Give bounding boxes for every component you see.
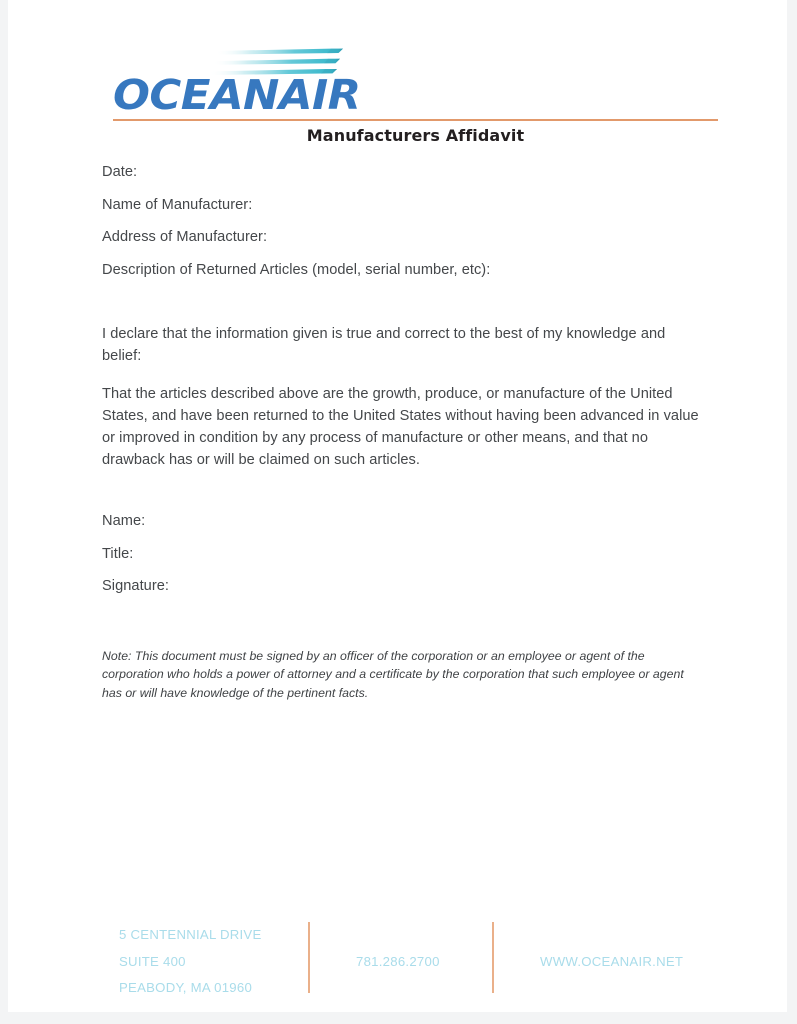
- field-label-description-of-returned-articles: Description of Returned Articles (model, serial number, etc):: [102, 261, 491, 278]
- field-label-address-of-manufacturer: Address of Manufacturer:: [102, 229, 268, 245]
- footer-address-line-2: SUITE 400: [119, 953, 186, 969]
- spacer-after-fields: [102, 292, 714, 323]
- page-title: Manufacturers Affidavit: [306, 126, 525, 145]
- field-label-name-of-manufacturer: Name of Manufacturer:: [102, 196, 253, 213]
- footer-address: [119, 922, 262, 1002]
- field-label-date: Date:: [102, 164, 138, 180]
- spacer-before-signature: [102, 487, 714, 511]
- field-label-title: Title:: [102, 545, 134, 562]
- footer: [113, 916, 718, 1002]
- field-label-name: Name:: [102, 513, 146, 529]
- footer-divider-1: [308, 922, 310, 993]
- footer-phone[interactable]: 781.286.2700: [356, 954, 440, 969]
- declaration-body-paragraph: That the articles described above are the growth, produce, or manufacture of the United States, and have been returned to the United States without having been advanced in value or improved in condition by any process of manufacture or other means, and that no drawback has or will be claimed on such articles.: [102, 386, 699, 468]
- footer-address-line-3: PEABODY, MA 01960: [119, 980, 253, 995]
- logo-wordmark: OCEANAIR: [113, 71, 361, 119]
- declaration-intro-paragraph: I declare that the information given is true and correct to the best of my knowledge and belief:: [102, 326, 666, 364]
- document-page: [8, 0, 787, 1012]
- footer-divider-2: [492, 922, 494, 993]
- footer-address-line-1: 5 CENTENNIAL DRIVE: [119, 927, 262, 942]
- letterhead: [113, 46, 718, 122]
- spacer-before-note: [102, 609, 714, 647]
- field-label-signature: Signature:: [102, 578, 170, 594]
- footer-website-link[interactable]: WWW.OCEANAIR.NET: [540, 954, 684, 969]
- footnote-text: Note: This document must be signed by an officer of the corporation or an employee or agent of the corporation who holds a power of attorney and a certificate by the corporation that such employee or agent has or will have knowledge of the pertinent facts.: [102, 648, 684, 700]
- header-divider-rule: [113, 119, 718, 121]
- document-body: [102, 162, 714, 702]
- oceanair-logo: [113, 46, 361, 119]
